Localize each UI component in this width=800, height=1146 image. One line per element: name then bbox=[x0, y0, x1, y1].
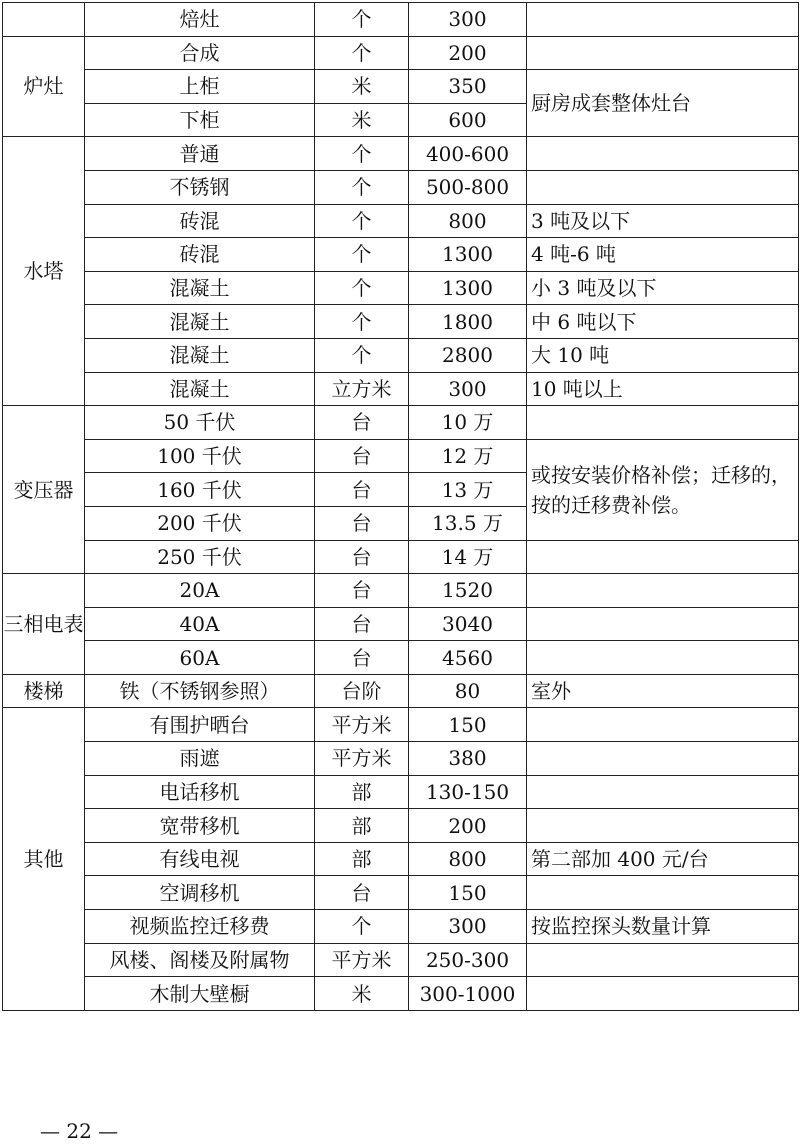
price-cell: 150 bbox=[409, 876, 527, 910]
note-cell: 按监控探头数量计算 bbox=[527, 910, 799, 944]
price-cell: 13 万 bbox=[409, 473, 527, 507]
table-row bbox=[3, 238, 799, 272]
item-cell: 木制大壁橱 bbox=[85, 977, 315, 1011]
item-cell: 混凝土 bbox=[85, 305, 315, 339]
table-row bbox=[3, 775, 799, 809]
unit-cell: 台 bbox=[315, 574, 409, 608]
note-cell bbox=[527, 876, 799, 910]
unit-cell: 部 bbox=[315, 809, 409, 843]
unit-cell: 平方米 bbox=[315, 943, 409, 977]
price-cell: 2800 bbox=[409, 338, 527, 372]
category-cell-stove: 炉灶 bbox=[3, 36, 85, 137]
page-number: — 22 — bbox=[40, 1119, 119, 1143]
note-cell bbox=[527, 943, 799, 977]
table-row bbox=[3, 3, 799, 37]
note-cell: 10 吨以上 bbox=[527, 372, 799, 406]
note-cell: 4 吨-6 吨 bbox=[527, 238, 799, 272]
unit-cell: 个 bbox=[315, 910, 409, 944]
table-row bbox=[3, 910, 799, 944]
unit-cell: 个 bbox=[315, 137, 409, 171]
unit-cell: 米 bbox=[315, 977, 409, 1011]
note-cell: 第二部加 400 元/台 bbox=[527, 842, 799, 876]
price-cell: 380 bbox=[409, 742, 527, 776]
unit-cell: 平方米 bbox=[315, 742, 409, 776]
unit-cell: 台 bbox=[315, 406, 409, 440]
note-cell: 中 6 吨以下 bbox=[527, 305, 799, 339]
unit-cell: 台阶 bbox=[315, 674, 409, 708]
unit-cell: 个 bbox=[315, 238, 409, 272]
unit-cell: 米 bbox=[315, 103, 409, 137]
table-row bbox=[3, 708, 799, 742]
price-cell: 13.5 万 bbox=[409, 506, 527, 540]
table-row bbox=[3, 977, 799, 1011]
note-cell: 厨房成套整体灶台 bbox=[527, 70, 799, 137]
note-cell bbox=[527, 708, 799, 742]
price-cell: 14 万 bbox=[409, 540, 527, 574]
table-row bbox=[3, 204, 799, 238]
unit-cell: 部 bbox=[315, 775, 409, 809]
category-cell bbox=[3, 3, 85, 37]
note-cell bbox=[527, 809, 799, 843]
unit-cell: 个 bbox=[315, 170, 409, 204]
category-cell-other: 其他 bbox=[3, 708, 85, 1010]
price-cell: 3040 bbox=[409, 607, 527, 641]
price-cell: 300 bbox=[409, 3, 527, 37]
table-row bbox=[3, 439, 799, 473]
category-cell-stairs: 楼梯 bbox=[3, 674, 85, 708]
note-cell bbox=[527, 406, 799, 440]
unit-cell: 个 bbox=[315, 204, 409, 238]
price-cell: 400-600 bbox=[409, 137, 527, 171]
price-cell: 10 万 bbox=[409, 406, 527, 440]
unit-cell: 台 bbox=[315, 641, 409, 675]
price-cell: 130-150 bbox=[409, 775, 527, 809]
table-row bbox=[3, 574, 799, 608]
item-cell: 有线电视 bbox=[85, 842, 315, 876]
item-cell: 风楼、阁楼及附属物 bbox=[85, 943, 315, 977]
price-cell: 1300 bbox=[409, 271, 527, 305]
item-cell: 40A bbox=[85, 607, 315, 641]
table-row bbox=[3, 271, 799, 305]
price-cell: 350 bbox=[409, 70, 527, 104]
note-cell: 3 吨及以下 bbox=[527, 204, 799, 238]
table-row bbox=[3, 338, 799, 372]
unit-cell: 个 bbox=[315, 3, 409, 37]
item-cell: 铁（不锈钢参照） bbox=[85, 674, 315, 708]
unit-cell: 台 bbox=[315, 540, 409, 574]
item-cell: 合成 bbox=[85, 36, 315, 70]
price-cell: 200 bbox=[409, 36, 527, 70]
item-cell: 混凝土 bbox=[85, 271, 315, 305]
table-row bbox=[3, 742, 799, 776]
price-cell: 12 万 bbox=[409, 439, 527, 473]
table-row bbox=[3, 137, 799, 171]
unit-cell: 个 bbox=[315, 338, 409, 372]
price-cell: 1300 bbox=[409, 238, 527, 272]
unit-cell: 台 bbox=[315, 439, 409, 473]
table-row bbox=[3, 943, 799, 977]
note-cell bbox=[527, 137, 799, 171]
item-cell: 50 千伏 bbox=[85, 406, 315, 440]
table-row bbox=[3, 641, 799, 675]
price-cell: 300 bbox=[409, 910, 527, 944]
price-cell: 200 bbox=[409, 809, 527, 843]
unit-cell: 台 bbox=[315, 473, 409, 507]
item-cell: 250 千伏 bbox=[85, 540, 315, 574]
note-cell bbox=[527, 775, 799, 809]
item-cell: 有围护晒台 bbox=[85, 708, 315, 742]
item-cell: 视频监控迁移费 bbox=[85, 910, 315, 944]
note-cell: 大 10 吨 bbox=[527, 338, 799, 372]
item-cell: 空调移机 bbox=[85, 876, 315, 910]
unit-cell: 台 bbox=[315, 506, 409, 540]
table-row bbox=[3, 305, 799, 339]
unit-cell: 台 bbox=[315, 607, 409, 641]
item-cell: 宽带移机 bbox=[85, 809, 315, 843]
item-cell: 电话移机 bbox=[85, 775, 315, 809]
item-cell: 混凝土 bbox=[85, 372, 315, 406]
price-cell: 500-800 bbox=[409, 170, 527, 204]
price-cell: 4560 bbox=[409, 641, 527, 675]
item-cell: 200 千伏 bbox=[85, 506, 315, 540]
note-cell bbox=[527, 170, 799, 204]
item-cell: 100 千伏 bbox=[85, 439, 315, 473]
price-cell: 150 bbox=[409, 708, 527, 742]
unit-cell: 台 bbox=[315, 876, 409, 910]
unit-cell: 个 bbox=[315, 305, 409, 339]
table-row bbox=[3, 406, 799, 440]
item-cell: 60A bbox=[85, 641, 315, 675]
note-cell bbox=[527, 574, 799, 608]
table-row bbox=[3, 170, 799, 204]
note-cell bbox=[527, 641, 799, 675]
table-row bbox=[3, 809, 799, 843]
note-cell bbox=[527, 742, 799, 776]
unit-cell: 部 bbox=[315, 842, 409, 876]
price-cell: 80 bbox=[409, 674, 527, 708]
table-row bbox=[3, 70, 799, 104]
price-table bbox=[2, 2, 799, 1011]
table-row bbox=[3, 876, 799, 910]
category-cell-meter: 三相电表 bbox=[3, 574, 85, 675]
category-cell-water-tower: 水塔 bbox=[3, 137, 85, 406]
item-cell: 20A bbox=[85, 574, 315, 608]
item-cell: 砖混 bbox=[85, 238, 315, 272]
note-cell: 或按安装价格补偿；迁移的，按的迁移费补偿。 bbox=[527, 439, 799, 540]
note-cell: 室外 bbox=[527, 674, 799, 708]
item-cell: 砖混 bbox=[85, 204, 315, 238]
note-cell bbox=[527, 540, 799, 574]
table-row bbox=[3, 540, 799, 574]
item-cell: 混凝土 bbox=[85, 338, 315, 372]
table-row bbox=[3, 842, 799, 876]
item-cell: 不锈钢 bbox=[85, 170, 315, 204]
note-cell bbox=[527, 3, 799, 37]
item-cell: 焙灶 bbox=[85, 3, 315, 37]
price-cell: 600 bbox=[409, 103, 527, 137]
table-row bbox=[3, 607, 799, 641]
note-cell bbox=[527, 36, 799, 70]
item-cell: 雨遮 bbox=[85, 742, 315, 776]
price-cell: 800 bbox=[409, 842, 527, 876]
table-row bbox=[3, 674, 799, 708]
unit-cell: 个 bbox=[315, 271, 409, 305]
item-cell: 下柜 bbox=[85, 103, 315, 137]
price-cell: 1800 bbox=[409, 305, 527, 339]
unit-cell: 平方米 bbox=[315, 708, 409, 742]
price-cell: 1520 bbox=[409, 574, 527, 608]
unit-cell: 立方米 bbox=[315, 372, 409, 406]
item-cell: 上柜 bbox=[85, 70, 315, 104]
note-cell bbox=[527, 607, 799, 641]
table-row bbox=[3, 372, 799, 406]
table-row bbox=[3, 36, 799, 70]
price-cell: 800 bbox=[409, 204, 527, 238]
category-cell-transformer: 变压器 bbox=[3, 406, 85, 574]
item-cell: 普通 bbox=[85, 137, 315, 171]
price-cell: 250-300 bbox=[409, 943, 527, 977]
note-cell: 小 3 吨及以下 bbox=[527, 271, 799, 305]
item-cell: 160 千伏 bbox=[85, 473, 315, 507]
price-cell: 300 bbox=[409, 372, 527, 406]
note-cell bbox=[527, 977, 799, 1011]
unit-cell: 个 bbox=[315, 36, 409, 70]
unit-cell: 米 bbox=[315, 70, 409, 104]
price-cell: 300-1000 bbox=[409, 977, 527, 1011]
